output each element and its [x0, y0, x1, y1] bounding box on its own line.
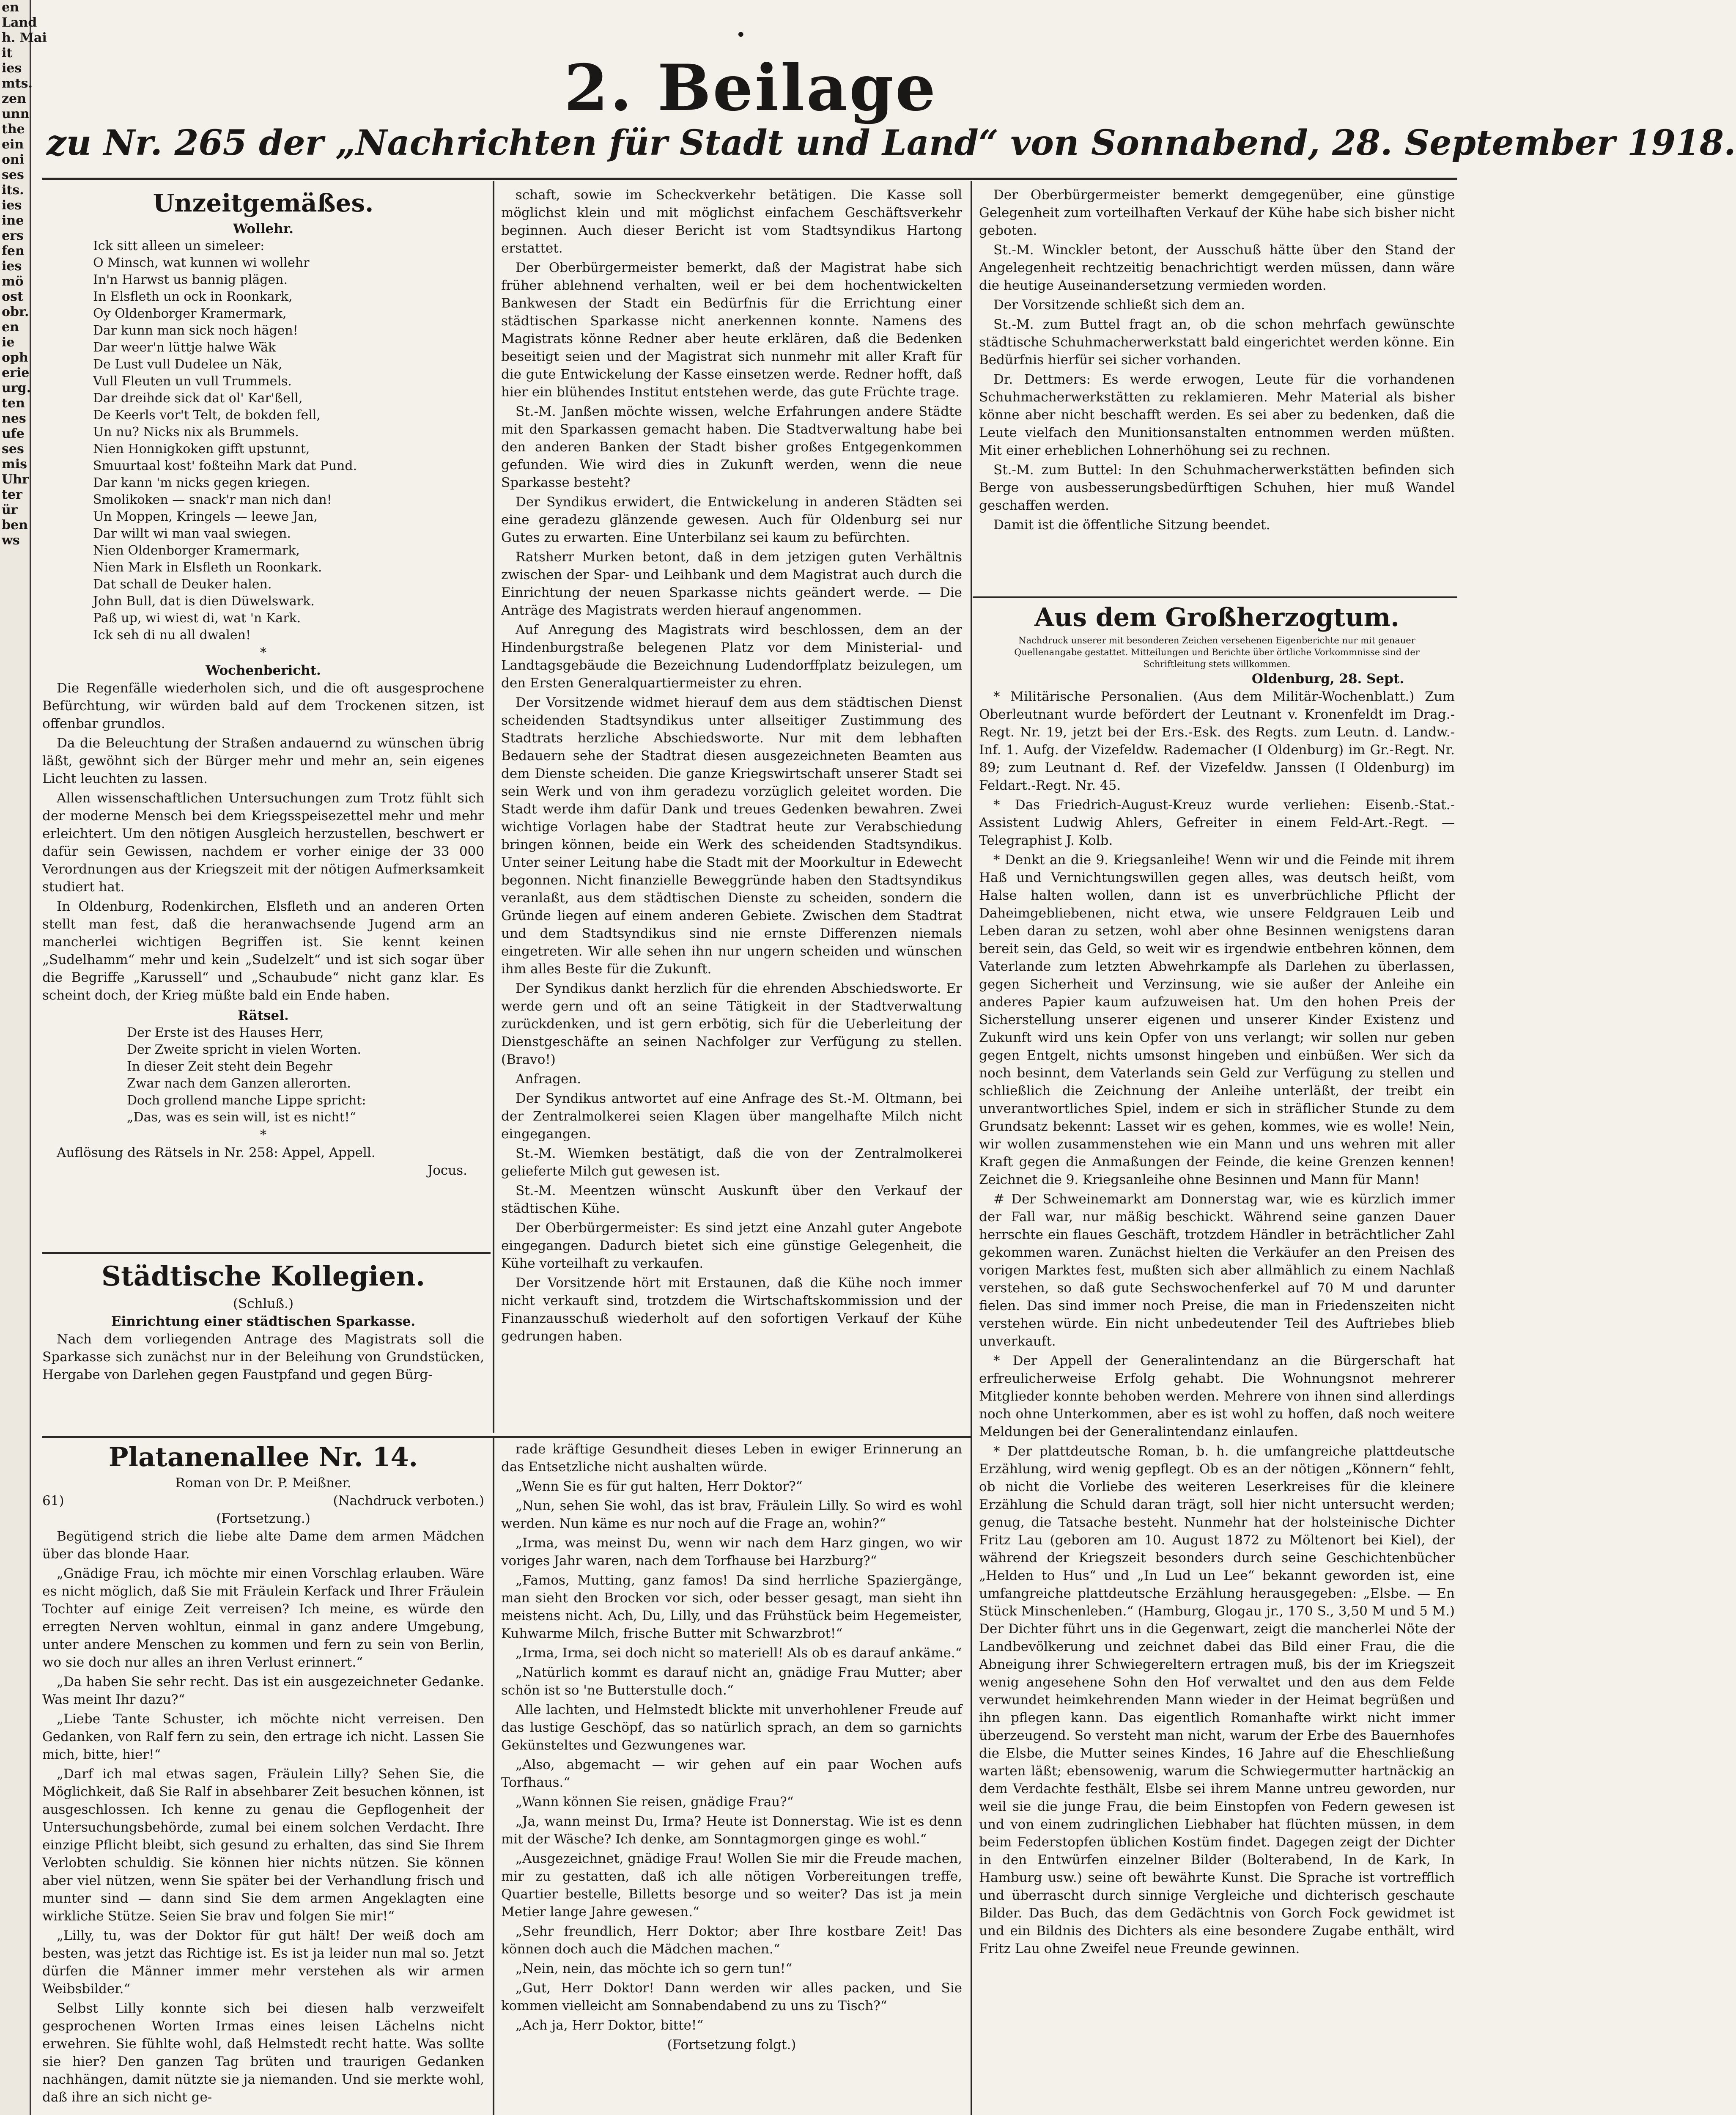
local-news-items — [979, 688, 1455, 1958]
kollegien-heading: Städtische Kollegien. — [101, 1261, 425, 1292]
novel-paragraph: „Darf ich mal etwas sagen, Fräulein Lilly? Sehen Sie, die Möglichkeit, daß Sie Ralf in absehbarer Zeit besuchen können, ist ausgeschlossen. Ich kenne zu genau die Gepflogenheit der Untersuchungsbehörde, zumal bei einem solchen Verdacht. Ihre einzige Pflicht bleibt, sich gesund zu erhalten, das sind Sie Ihrem Verlobten schuldig. Sie können hier nichts nützen. Sie können aber viel nützen, wenn Sie später bei der Verhandlung frisch und munter sind — dann sind Sie dem armen Angeklagten eine wirkliche Stütze. Seien Sie brav und folgen Sie mir!“ — [42, 1766, 484, 1924]
council-paragraph: St.-M. Winckler betont, der Ausschuß hätte über den Stand der Angelegenheit rechtzeitig benachrichtigt werden müssen, dann wäre die heutige Auseinandersetzung vermieden worden. — [979, 242, 1455, 293]
edge-fragment: ufe — [2, 426, 25, 441]
supplement-title: 2. Beilage — [564, 51, 938, 125]
council-paragraph: St.-M. zum Buttel fragt an, ob die schon mehrfach gewünschte städtische Schuhmacherwerkstatt bald eingerichtet werden könne. Ein Bedürfnis hierfür sei sicher vorhanden. — [979, 317, 1455, 368]
news-item: # Der Schweinemarkt am Donnerstag war, wie es kürzlich immer der Fall war, nur mäßig beschickt. Während seine ganzen Dauer herrschte ein flaues Geschäft, trotzdem Händler in beträchtlicher Zahl gekommen waren. Zunächst hielten die Verkäufer an den Preisen des vorigen Marktes fest, mußten sich aber allmählich zu einem Nachlaß verstehen, so daß gute Sechswochenferkel auf 70 M und darunter fielen. Das sind immer noch Preise, die man in Friedenszeiten nicht verstehen würde. Ein nicht unbedeutender Teil des Auftriebes blieb unverkauft. — [979, 1192, 1455, 1349]
council-paragraph: Der Vorsitzende hört mit Erstaunen, daß die Kühe noch immer nicht verkauft sind, trotzdem die Wirtschaftskommission und der Finanzausschuß wiederholt auf den sofortigen Verkauf der Kühe gedrungen haben. — [501, 1275, 962, 1344]
report-paragraph: Da die Beleuchtung der Straßen andauernd zu wünschen übrig läßt, gewöhnt sich der Bürger mehr und mehr an, sein eigenes Licht leuchten zu lassen. — [42, 736, 484, 786]
edge-fragment: the — [2, 122, 25, 137]
novel-paragraph: „Irma, was meinst Du, wenn wir nach dem Harz gingen, wo wir voriges Jahr waren, nach dem Torfhause bei Harzburg?“ — [501, 1535, 962, 1568]
novel-title: Platanenallee Nr. 14. — [108, 1442, 418, 1472]
separator-star: * — [260, 1127, 267, 1143]
edge-fragment: erie — [2, 365, 30, 380]
weekly-report-heading: Wochenbericht. — [206, 663, 321, 678]
edge-fragment: ie — [2, 335, 15, 350]
poem-line: Ick seh di nu all dwalen! — [93, 628, 251, 643]
novel-paragraph: „Gnädige Frau, ich möchte mir einen Vorschlag erlauben. Wäre es nicht möglich, daß Sie mit Fräulein Kerfack und Ihrer Fräulein Tochter auf einige Zeit verreisen? Ich meine, es würde den erregten Nerven wohltun, einmal in ganz andere Umgebung, unter andere Menschen zu kommen und fern zu sein von Berlin, wo sie doch nur alles an ihren Verlust erinnert.“ — [42, 1566, 484, 1670]
poem-line: Nien Mark in Elsfleth un Roonkark. — [93, 560, 322, 575]
riddle-line: Zwar nach dem Ganzen allerorten. — [127, 1076, 351, 1091]
novel-text-b — [501, 1440, 962, 2034]
novel-paragraph: rade kräftige Gesundheit dieses Leben in ewiger Erinnerung an das Entsetzliche nicht aushalten würde. — [501, 1442, 962, 1475]
novel-paragraph: „Ausgezeichnet, gnädige Frau! Wollen Sie mir die Freude machen, mir zu gestatten, daß ich alle nötigen Vorbereitungen treffe, Quartier bestelle, Billetts besorge und so weiter? Das ist ja mein Metier lange Jahre gewesen.“ — [501, 1851, 962, 1920]
edge-fragment: ine — [2, 213, 24, 228]
poem-line: Nien Oldenborger Kramermark, — [93, 543, 300, 558]
riddle-line: Der Zweite spricht in vielen Worten. — [127, 1042, 361, 1057]
edge-fragment: ws — [2, 533, 20, 548]
poem-line: In'n Harwst us bannig plägen. — [93, 272, 288, 287]
council-paragraph: Der Oberbürgermeister bemerkt demgegenüber, eine günstige Gelegenheit zum vorteilhaften Verkauf der Kühe habe sich bisher nicht geboten. — [979, 187, 1455, 238]
poem-line: Smuurtaal kost' foßteihn Mark dat Pund. — [93, 459, 357, 473]
novel-column-a — [42, 1440, 484, 2115]
edge-fragment: ür — [2, 503, 18, 517]
sparkasse-heading: Einrichtung einer städtischen Sparkasse. — [111, 1314, 416, 1329]
novel-paragraph: „Wann können Sie reisen, gnädige Frau?“ — [516, 1794, 794, 1810]
edge-fragment: zen — [2, 91, 26, 106]
novel-paragraph: Selbst Lilly konnte sich bei diesen halb verzweifelt gesprochenen Worten Irmas eines leisen Lächelns nicht erwehren. Sie fühlte wohl, daß Helmstedt recht hatte. Was sollte sie hier? Den ganzen Tag brüten und traurigen Gedanken nachhängen, damit nützte sie ja niemanden. Und sie merkte wohl, daß ihre an sich nicht ge- — [42, 2001, 484, 2105]
poem-line: Dar kunn man sick noch hägen! — [93, 323, 298, 338]
edge-fragment: ses — [2, 442, 24, 456]
edge-fragment: ies — [2, 259, 22, 274]
council-paragraph: Der Syndikus antwortet auf eine Anfrage des St.-M. Oltmann, bei der Zentralmolkerei seien Klagen über mangelhafte Milch nicht eingegangen. — [501, 1091, 962, 1142]
council-paragraph: Dr. Dettmers: Es werde erwogen, Leute für die vorhandenen Schuhmacherwerkstätten zu reklamieren. Mehr Material als bisher könne aber nicht beschafft werden. Es sei aber zu bedenken, daß die Leute vielfach den Munitionsanstalten entnommen werden müßten. Mit einer erheblichen Lohnerhöhung sei zu rechnen. — [979, 372, 1455, 458]
poem-line: Dar kann 'm nicks gegen kriegen. — [93, 475, 310, 490]
poem-title: Wollehr. — [233, 221, 294, 236]
novel-paragraph: „Natürlich kommt es darauf nicht an, gnädige Frau Mutter; aber schön ist so 'ne Butterstulle doch.“ — [501, 1665, 962, 1698]
poem-line: Vull Fleuten un vull Trummels. — [93, 374, 292, 389]
council-paragraph: Der Syndikus dankt herzlich für die ehrenden Abschiedsworte. Er werde gern und oft an seine Tätigkeit in der Stadtverwaltung zurückdenken, und ist gern erbötig, sich für die Ueberleitung der Dienstgeschäfte an seinen Nachfolger zur Verfügung zu stellen. (Bravo!) — [501, 981, 962, 1067]
riddle-line: Doch grollend manche Lippe spricht: — [127, 1093, 366, 1108]
council-paragraph: Der Vorsitzende schließt sich dem an. — [993, 297, 1245, 313]
edge-fragment: its. — [2, 183, 24, 198]
council-paragraph: St.-M. zum Buttel: In den Schuhmacherwerkstätten befinden sich Berge von ausbesserungsbedürftigen Schuhen, hier muß Wandel geschaffen werden. — [979, 462, 1455, 513]
council-paragraph: St.-M. Wiemken bestätigt, daß die von der Zentralmolkerei gelieferte Milch gut gewesen ist. — [501, 1146, 962, 1179]
council-paragraph: Der Vorsitzende widmet hierauf dem aus dem städtischen Dienst scheidenden Stadtsyndikus unter allseitiger Zustimmung des Stadtrats herzliche Abschiedsworte. Nur mit dem lebhaften Bedauern sehe der Stadtrat diesen ausgezeichneten Beamten aus dem Dienste scheiden. Die ganze Kriegswirtschaft unserer Stadt sei sein Werk und von ihm geradezu vorzüglich geleitet worden. Die Stadt werde ihm dafür Dank und treues Gedenken bewahren. Zwei wichtige Vorlagen habe der Stadtrat heute zur Verabschiedung bringen können, beide ein Werk des scheidenden Stadtsyndikus. Unter seiner Leitung habe die Stadt mit der Moorkultur in Edewecht begonnen. Nicht finanzielle Beweggründe haben den Stadtsyndikus veranlaßt, aus dem städtischen Dienste zu scheiden, sondern die Gründe liegen auf einem anderen Gebiete. Zwischen dem Stadtrat und dem Stadtsyndikus sind nie ernste Differenzen niemals eingetreten. Wir alle sehen ihn nur ungern scheiden und wünschen ihm alles Beste für die Zukunft. — [501, 695, 962, 977]
riddle-line: „Das, was es sein will, ist es nicht!“ — [127, 1110, 357, 1125]
council-paragraph: Der Oberbürgermeister: Es sind jetzt eine Anzahl guter Angebote eingegangen. Dadurch bietet sich eine günstige Gelegenheit, die Kühe vorteilhaft zu verkaufen. — [501, 1220, 962, 1271]
novel-paragraph: „Gut, Herr Doktor! Dann werden wir alles packen, und Sie kommen vielleicht am Sonnabendabend zu uns zu Tisch?“ — [501, 1980, 962, 2013]
novel-paragraph: „Da haben Sie sehr recht. Das ist ein ausgezeichneter Gedanke. Was meint Ihr dazu?“ — [42, 1674, 484, 1707]
novel-byline: Roman von Dr. P. Meißner. — [175, 1475, 351, 1491]
novel-paragraph: „Nein, nein, das möchte ich so gern tun!“ — [516, 1961, 793, 1976]
novel-paragraph: Begütigend strich die liebe alte Dame dem armen Mädchen über das blonde Haar. — [42, 1529, 484, 1562]
poem-line: Nien Honnigkoken gifft upstunnt, — [93, 442, 310, 456]
edge-fragment: mö — [2, 274, 24, 289]
column-grossherzogtum — [979, 601, 1455, 2115]
edge-fragment: ein — [2, 137, 24, 152]
edge-fragment: mis — [2, 457, 27, 472]
novel-paragraph: „Nun, sehen Sie wohl, das ist brav, Fräulein Lilly. So wird es wohl werden. Nun käme es nur noch auf die Frage an, wohin?“ — [501, 1498, 962, 1531]
supplement-subtitle: zu Nr. 265 der „Nachrichten für Stadt und Land“ von Sonnabend, 28. September 1918. — [47, 123, 1736, 163]
sparkasse-text: Nach dem vorliegenden Antrage des Magistrats soll die Sparkasse sich zunächst nur in der Beleihung von Grundstücken, Hergabe von Darlehen gegen Faustpfand und gegen Bürg- — [42, 1332, 484, 1382]
edge-fragment: unn — [2, 107, 30, 121]
edge-fragment: obr. — [2, 305, 29, 319]
novel-paragraph: „Also, abgemacht — wir gehen auf ein paar Wochen aufs Torfhaus.“ — [501, 1757, 962, 1790]
poem-wollehr — [42, 238, 484, 644]
novel-paragraph: „Wenn Sie es für gut halten, Herr Doktor?“ — [516, 1479, 803, 1494]
novel-paragraph: „Liebe Tante Schuster, ich möchte nicht verreisen. Den Gedanken, von Ralf fern zu sein, den ertrage ich nicht. Lassen Sie mich, bitte, hier!“ — [42, 1711, 484, 1762]
poem-line: O Minsch, wat kunnen wi wollehr — [93, 255, 310, 270]
column-rule-novel — [493, 1438, 494, 2115]
column-rule-1 — [493, 181, 494, 1433]
novel-paragraph: Alle lachten, und Helmstedt blickte mit unverhohlener Freude auf das lustige Geschöpf, das so natürlich sprach, an dem so garnichts Gekünsteltes und Gezwungenes war. — [501, 1702, 962, 1753]
report-paragraph: Die Regenfälle wiederholen sich, und die oft ausgesprochene Befürchtung, wir würden bald auf dem Trockenen sitzen, ist offenbar grundlos. — [42, 681, 484, 731]
novel-column-b — [501, 1440, 962, 2115]
edge-fragment: fen — [2, 244, 25, 258]
poem-line: John Bull, dat is dien Düwelswark. — [93, 594, 315, 609]
council-paragraph: St.-M. Janßen möchte wissen, welche Erfahrungen andere Städte mit den Sparkassen gemacht haben. Die Stadtverwaltung habe bei den anderen Banken der Stadt bisher großes Entgegenkommen gefunden. Wie wird dies in Zukunft werden, wenn die neue Sparkasse besteht? — [501, 404, 962, 490]
poem-line: Ick sitt alleen un simeleer: — [93, 239, 265, 253]
adjacent-page-edge — [0, 0, 47, 2115]
section-rule — [973, 596, 1457, 598]
edge-fragment: h. Mai — [2, 30, 47, 45]
riddle-line: In dieser Zeit steht dein Begehr — [127, 1059, 333, 1074]
edge-fragment: urg. — [2, 381, 31, 396]
report-paragraph: Allen wissenschaftlichen Untersuchungen zum Trotz fühlt sich der moderne Mensch bei dem Kriegsspeisezettel mehr und mehr erleichtert. Um den nötigen Ausgleich herzustellen, beschwert er dafür sein Gewissen, nachdem er vorher einige der 33 000 Verordnungen aus der Kriegszeit mit der nötigen Aufmerksamkeit studiert hat. — [42, 791, 484, 895]
column-rule-2 — [971, 181, 972, 2115]
news-item: * Der Appell der Generalintendanz an die Bürgerschaft hat erfreulicherweise Erfolg gehabt. Die Wohnungsnot mehrerer Mitglieder konnte behoben werden. Mehrere von ihnen sind allerdings noch ohne Unterkommen, aber es ist wohl zu hoffen, daß noch weitere Meldungen bei der Generalintendanz einlaufen. — [979, 1353, 1455, 1439]
news-item: * Der plattdeutsche Roman, b. h. die umfangreiche plattdeutsche Erzählung, wird wenig gepflegt. Ob es an der nötigen „Könnern“ fehlt, ob nicht die Vorliebe des weiteren Leserkreises für die kleinere Erzählung die Schuld daran trägt, soll hier nicht untersucht werden; genug, die Tatsache besteht. Nunmehr hat der holsteinische Dichter Fritz Lau (geboren am 10. August 1872 zu Möltenort bei Kiel), der während der Kriegszeit besonders durch seine Geschichtenbücher „Helden to Hus“ und „In Lud un Lee“ bekannt geworden ist, eine umfangreiche plattdeutsche Erzählung herausgegeben: „Elsbe. — En Stück Minschenleben.“ (Hamburg, Glogau jr., 170 S., 3,50 M und 5 M.) Der Dichter führt uns in die Gegenwart, zeigt die mancherlei Nöte der Landbevölkerung und zeichnet dabei das Bild einer Frau, die die Abneigung ihrer Schwiegereltern ertragen muß, bis der im Kriegszeit wenig angesehene Sohn den Hof verwaltet und den aus dem Felde verwundet heimkehrenden Mann wieder in der Heimat begrüßen und ihn pflegen kann. Das eigentlich Romanhafte wirkt nicht immer überzeugend. So versteht man nicht, warum der Erbe des Bauernhofes die Elsbe, die Mutter seines Kindes, 16 Jahre auf die Eheschließung warten läßt; ebensowenig, warum die Schwiegermutter hartnäckig an dem Verdachte festhält, Elsbe sei ihrem Manne untreu geworden, nur weil sie die junge Frau, die beim Einstopfen von Federn gewesen ist und von einem zudringlichen Liebhaber hat flüchten müssen, in dem beim Federstopfen üblichen Kostüm findet. Dagegen zeigt der Dichter in den Entwürfen einzelner Bilder (Bolterabend, In de Kark, In Hamburg usw.) seine oft bewährte Kunst. Die Sprache ist vortrefflich und überrascht durch sinnige Vergleiche und dichterisch geschaute Bilder. Das Buch, das dem Gedächtnis von Gorch Fock gewidmet ist und ein Bildnis des Dichters als eine besondere Zugabe enthält, wird Fritz Lau ohne Zweifel neue Freunde gewinnen. — [979, 1444, 1455, 1956]
poem-line: De Lust vull Dudelee un Näk, — [93, 357, 282, 372]
edge-fragment: ten — [2, 396, 25, 411]
novel-paragraph: „Famos, Mutting, ganz famos! Da sind herrliche Spaziergänge, man sieht den Brocken vor sich, oder besser gesagt, man sieht ihn meistens nicht. Ach, Du, Lilly, und das Frühstück beim Hegemeister, Kuhwarme Milch, frische Butter mit Schwarzbrot!“ — [501, 1573, 962, 1641]
novel-paragraph: „Irma, Irma, sei doch nicht so materiell! Als ob es darauf ankäme.“ — [516, 1645, 962, 1661]
council-paragraph: Der Syndikus erwidert, die Entwickelung in anderen Städten sei eine geradezu glänzende gewesen. Auch für Oldenburg sei nur Gutes zu erwarten. Eine Unterbilanz sei kaum zu befürchten. — [501, 494, 962, 545]
edge-fragment: ers — [2, 228, 24, 243]
edge-fragment: ben — [2, 518, 28, 533]
kollegien-subtitle: (Schluß.) — [233, 1296, 294, 1311]
grossherzogtum-heading: Aus dem Großherzogtum. — [1034, 603, 1399, 632]
weekly-report-body — [42, 679, 484, 1004]
masthead-rule — [42, 178, 1457, 180]
poem-line: Un nu? Nicks nix als Brummels. — [93, 425, 299, 439]
riddle-verse — [42, 1025, 484, 1126]
edge-fragment: ies — [2, 198, 22, 213]
novel-paragraph: „Sehr freundlich, Herr Doktor; aber Ihre kostbare Zeit! Das können doch auch die Mädchen machen.“ — [501, 1924, 962, 1957]
novel-text-a — [42, 1527, 484, 2106]
edge-fragment: mts. — [2, 76, 33, 91]
poem-line: Oy Oldenborger Kramermark, — [93, 306, 287, 321]
council-paragraph: Damit ist die öffentliche Sitzung beendet. — [993, 517, 1270, 533]
edge-fragment: oph — [2, 350, 28, 365]
to-be-continued: (Fortsetzung folgt.) — [667, 2037, 796, 2052]
ornament-mark: • — [736, 25, 746, 45]
novel-meta — [42, 1492, 484, 1510]
edge-fragment: oni — [2, 152, 25, 167]
edge-fragment: ter — [2, 487, 22, 502]
edge-fragment: it — [2, 46, 13, 60]
news-item: * Militärische Personalien. (Aus dem Militär-Wochenblatt.) Zum Oberleutnant wurde befördert der Leutnant v. Kronenfeldt im Drag.-Regt. Nr. 19, jetzt bei der Ers.-Esk. des Regts. zum Leutn. d. Landw.-Inf. 1. Aufg. der Vizefeldw. Rademacher (I Oldenburg) im Gr.-Regt. Nr. 89; zum Leutnant d. Ref. der Vizefeldw. Janssen (I Oldenburg) im Feldart.-Regt. Nr. 45. — [979, 689, 1455, 793]
column-kollegien-continued — [501, 186, 962, 1434]
edge-fragment: ies — [2, 61, 22, 76]
continued-note: (Fortsetzung.) — [216, 1511, 310, 1526]
feuilleton-rule — [42, 1436, 971, 1438]
riddle-solution: Auflösung des Rätsels in Nr. 258: Appel, Appell. — [57, 1145, 376, 1160]
poem-line: In Elsfleth un ock in Roonkark, — [93, 289, 293, 304]
installment-number: 61) — [42, 1493, 64, 1508]
poem-line: De Keerls vor't Telt, de bokden fell, — [93, 408, 321, 423]
council-paragraph: Anfragen. — [516, 1071, 581, 1087]
edge-fragment: en — [2, 0, 19, 15]
poem-line: Dar weer'n lüttje halwe Wäk — [93, 340, 276, 355]
section-rule — [42, 1252, 491, 1254]
news-item: * Denkt an die 9. Kriegsanleihe! Wenn wir und die Feinde mit ihrem Haß und Vernichtungswillen gegen alles, was deutsch heißt, vom Halse halten wollen, dann ist es unverbrüchliche Pflicht der Daheimgebliebenen, nicht etwa, wie unsere Feldgrauen Leib und Leben daran zu setzen, wohl aber ohne Besinnen wenigstens daran bereit sein, das Geld, so weit wir es irgendwie entbehren können, dem Vaterlande zum letzten Abwehrkampfe als Darlehen zu überlassen, gegen Sicherheit und Verzinsung, wie sie außer der Anleihe ein anderes Papier kaum aufzuweisen hat. Um den hohen Preis der Sicherstellung unserer eigenen und unserer Kinder Existenz und Zukunft wird uns kein Opfer von uns verlangt; wir sollen nur geben gegen Entgelt, nichts umsonst hingeben und einbüßen. Wer sich da noch besinnt, dem Vaterlands sein Geld zur Verfügung zu stellen und schließlich die Zeichnung der Anleihe unterläßt, der treibt ein unverantwortliches Spiel, indem er sich in sträflicher Stunde zu dem Grundsatz bekennt: Lasset wir es gehen, kommes, wie es wolle! Nein, wir wollen zusammenstehen wie ein Mann und uns wehren mit aller Kraft gegen die Anmaßungen der Feinde, die keine Grenzen kennen! Zeichnet die 9. Kriegsanleihe ohne Besinnen und Mann für Mann! — [979, 852, 1455, 1187]
reprint-rights: (Nachdruck verboten.) — [333, 1493, 484, 1508]
edge-fragment: nes — [2, 411, 26, 426]
council-paragraph: Ratsherr Murken betont, daß in dem jetzigen guten Verhältnis zwischen der Spar- und Leihbank und dem Magistrat auch durch die Einrichtung der neuen Sparkasse nichts geändert werde. — Die Anträge des Magistrats werden hierauf angenommen. — [501, 549, 962, 618]
council-paragraph: Auf Anregung des Magistrats wird beschlossen, dem an der Hindenburgstraße belegenen Platz vor dem Ministerial- und Landtagsgebäude die Bezeichnung Ludendorffplatz beizulegen, um den Ersten Generalquartiermeister zu ehren. — [501, 622, 962, 691]
column-unzeitgemaesses — [42, 186, 484, 1248]
separator-star: * — [260, 645, 267, 660]
poem-line: Paß up, wi wiest di, wat 'n Kark. — [93, 611, 301, 626]
riddle-heading: Rätsel. — [238, 1008, 289, 1023]
dateline: Oldenburg, 28. Sept. — [1251, 671, 1404, 687]
report-paragraph: In Oldenburg, Rodenkirchen, Elsfleth und an anderen Orten stellt man fest, daß die heranwachsende Jugend arm an mancherlei wichtigen Begriffen ist. Sie kennt keinen „Sudelhamm“ mehr und kein „Sudelzelt“ und ist sich sogar über die Begriffe „Karussell“ und „Schaubude“ nicht ganz klar. Es scheint doch, der Krieg müßte bald ein Ende haben. — [42, 899, 484, 1003]
news-item: * Das Friedrich-August-Kreuz wurde verliehen: Eisenb.-Stat.-Assistent Ludwig Ahlers, Gefreiter in einem Feld-Art.-Regt. — Telegraphist J. Kolb. — [979, 797, 1455, 848]
council-paragraph: schaft, sowie im Scheckverkehr betätigen. Die Kasse soll möglichst klein und mit möglichst einfachem Geschäftsverkehr beginnen. Auch dieser Bericht ist vom Stadtsyndikus Hartong erstattet. — [501, 187, 962, 256]
poem-line: Dar willt wi man vaal swiegen. — [93, 526, 291, 541]
reprint-notice: Nachdruck unserer mit besonderen Zeichen versehenen Eigenberichte nur mit genauer Quellenangabe gestattet. Mitteilungen und Berichte über örtliche Vorkommnisse sind der Schriftleitung stets willkommen. — [1014, 635, 1420, 669]
novel-paragraph: „Ja, wann meinst Du, Irma? Heute ist Donnerstag. Wie ist es denn mit der Wäsche? Ich denke, am Sonntagmorgen ginge es wohl.“ — [501, 1814, 962, 1847]
edge-fragment: Land — [2, 15, 37, 30]
council-paragraph: Der Oberbürgermeister bemerkt, daß der Magistrat habe sich früher ablehnend verhalten, weil er bei dem hochentwickelten Bankwesen der Stadt ein Bedürfnis für die Errichtung einer städtischen Sparkasse nicht anerkennen konnte. Namens des Magistrats könne Redner aber heute erklären, daß die Bedenken beseitigt seien und der Magistrat sich nunmehr mit aller Kraft für die gute Entwickelung der Kasse einsetzen werde. Redner hofft, daß hier ein blühendes Institut entstehen werde, das gute Früchte trage. — [501, 260, 962, 400]
council-paragraph: St.-M. Meentzen wünscht Auskunft über den Verkauf der städtischen Kühe. — [501, 1183, 962, 1216]
poem-line: Dar dreihde sick dat ol' Kar'ßell, — [93, 391, 303, 406]
column-council-end — [979, 186, 1455, 592]
riddle-line: Der Erste ist des Hauses Herr, — [127, 1025, 324, 1040]
signature: Jocus. — [427, 1163, 467, 1178]
edge-fragment: en — [2, 320, 19, 335]
poem-line: Un Moppen, Kringels — leewe Jan, — [93, 509, 318, 524]
column-staedtische-kollegien — [42, 1258, 484, 1434]
edge-fragment: ost — [2, 289, 23, 304]
unzeitgemaesses-heading: Unzeitgemäßes. — [153, 189, 374, 217]
edge-fragment: Uhr — [2, 472, 29, 487]
edge-fragment: ses — [2, 168, 24, 182]
novel-paragraph: „Ach ja, Herr Doktor, bitte!“ — [516, 2018, 704, 2033]
novel-paragraph: „Lilly, tu, was der Doktor für gut hält! Der weiß doch am besten, was jetzt das Richtige ist. Es ist ja leider nun mal so. Jetzt dürfen die Männer immer mehr verstehen als wir armen Weibsbilder.“ — [42, 1928, 484, 1997]
poem-line: Smolikoken — snack'r man nich dan! — [93, 492, 332, 507]
poem-line: Dat schall de Deuker halen. — [93, 577, 272, 592]
